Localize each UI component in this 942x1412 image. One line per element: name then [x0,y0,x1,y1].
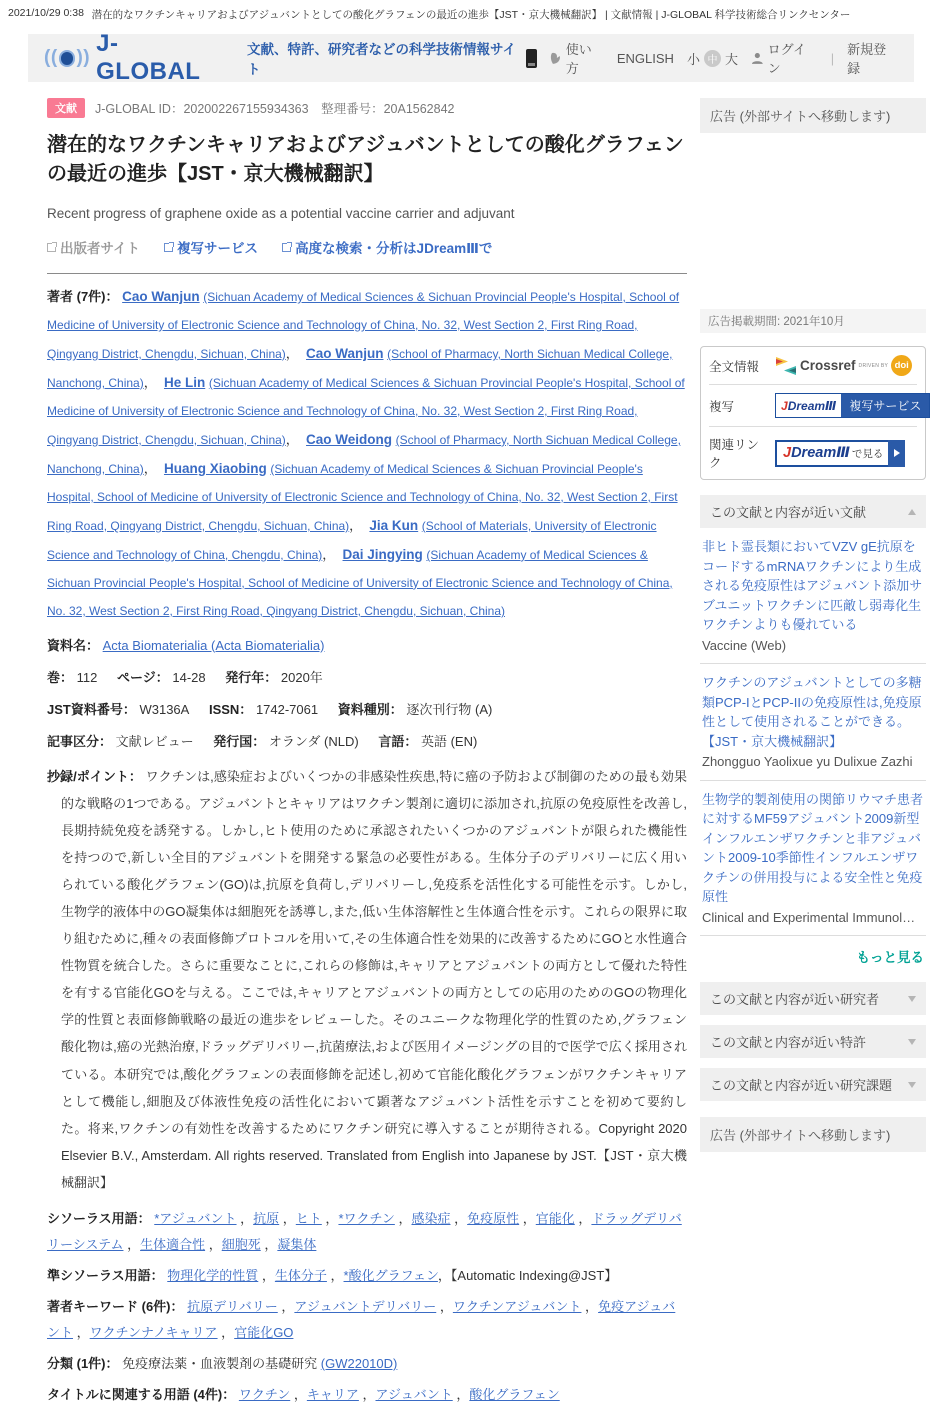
print-timestamp: 2021/10/29 0:38 [8,7,84,19]
ad-slot[interactable] [700,133,926,309]
related-document-item [700,664,926,781]
mobile-phone-icon[interactable] [526,49,537,68]
thesaurus-term-link[interactable]: 免疫原性 [467,1210,520,1226]
jdream-copy-label: 複写サービス [841,394,929,417]
register-link[interactable] [847,39,898,77]
chevron-down-icon [908,1039,916,1045]
document-type-badge: 文献 [47,98,85,118]
sidebar [700,98,926,1412]
header-nav [526,39,898,77]
related-documents-title: この文献と内容が近い文献 [710,505,867,520]
author-affiliation-link[interactable]: (School of Pharmacy, North Sichuan Medical College, Nanchong, China) [47,432,681,476]
author-affiliation-link[interactable]: (Sichuan Academy of Medical Sciences & Sichuan Provincial People's Hospital, School of Medicine of University of Electronic Science and Technology of China, No. 32, West Section 2, First Ring Road, Qingyang District, Chengdu, Sichuan, China) [47,375,685,447]
font-large-button[interactable]: 大 [724,51,738,67]
related-document-source: Clinical and Experimental Immunol… [702,909,916,925]
issn-value: 1742-7061 [255,701,319,717]
title-term [359,1387,453,1402]
ad-notice-top: 広告 (外部サイトへ移動します) [700,98,926,133]
user-icon [751,52,764,65]
abstract-section [47,763,687,1196]
author-keyword-link[interactable]: 免疫アジュバント [47,1298,676,1341]
related-document-source: Vaccine (Web) [702,637,787,653]
year-value: 2020年 [280,669,323,685]
related-patents-panel-header[interactable] [700,1025,926,1058]
thesaurus-term-link[interactable]: 抗原 [253,1210,280,1226]
copy-service-label: 複写サービス [177,241,259,256]
jdream-copy-service-button[interactable] [775,393,930,418]
jdream-search-label: 高度な検索・分析はJDreamⅢで [295,241,493,256]
jst-number-label: JST資料番号： [47,701,136,717]
author-keyword [436,1299,581,1314]
author-affiliation-link[interactable]: (School of Materials, University of Electronic Science and Technology of China, Chengdu, China) [47,518,657,562]
author-keyword-link[interactable]: アジュバントデリバリー [294,1298,437,1314]
thesaurus-term-link[interactable]: ドラッグデリバリーシステム [47,1210,682,1253]
author-keyword-link[interactable]: 官能化GO [234,1325,294,1341]
thesaurus-term [154,1211,236,1226]
arrow-right-icon [888,440,905,467]
language-label: 言語： [378,734,418,750]
crossref-wordmark: Crossref [800,358,856,373]
author-keywords-section [47,1294,687,1347]
related-document-item [700,528,926,664]
usage-guide-link[interactable] [550,39,604,77]
title-term [453,1387,560,1402]
jst-number-row [47,699,687,721]
quasi-thesaurus-label: 準シソーラス用語： [47,1267,164,1283]
abstract-text: ワクチンは,感染症およびいくつかの非感染性疾患,特に癌の予防および制御のための最も効果的な戦略の1つである。アジュバントとキャリアはワクチン製剤に適切に添加され,抗原の免疫原性を改善し,長期持続免疫を誘発する。しかし,ヒト使用のために承認されたいくつかのアジュバントが限られた機能性を持つので,新しい全目的アジュバントを開発する緊急の必要性がある。生体分子のデリバリーに広く用いられている酸化グラフェン(GO)は,抗原を負荷し,デリバリーし,免疫系を活性化する可能性を示す。しかし,生物学的液体中のGO凝集体は細胞死を誘導し,また,低い生体溶解性と生体適合性を示す。これらの限界に取り組むために,種々の表面修飾プロトコルを用いて,その生体適合性を効果的に改善するためにGOと水性適合性物質を統合した。さらに重要なことに,これらの修飾は,キャリアとアジュバントの両方として優れた特性を有する官能化GOを与える。ここでは,キャリアとアジュバントの両方としての応用のためのGOの物理化学的性質と表面修飾戦略の最近の進歩をレビューした。そのユニークな物理化学的性質のため,グラフェン酸化物は,癌の光熱治療,ドラッグデリバリー,抗菌療法,および医用イメージングの目的で医学で広く採用されている。本研究では,酸化グラフェンの表面修飾を記述し,初めて官能化酸化グラフェンがワクチンキャリアとして機能し,細胞及び体液性免疫の活性化において顕著なアジュバント活性を示すことを初めて要約した。将来,ワクチンの有効性を改善するためにワクチン研究に導入することが期待される。Copyright 2020 Elsevier B.V., Amsterdam. All rights reserved. Translated from English into Japanese by JST.【JST・京大機械翻訳】 [61,769,687,1190]
title-terms-section [47,1382,687,1409]
thesaurus-term [519,1211,575,1226]
jdream-logo-j: J [783,445,792,461]
thesaurus-term [279,1211,322,1226]
related-document-item [700,781,926,937]
usage-guide-label: 使い方 [565,42,592,76]
article-category-row [47,731,687,753]
article-category-value: 文献レビュー [115,734,194,750]
crossref-mark-icon [775,356,797,376]
journal-row [47,635,687,657]
related-patents-title: この文献と内容が近い特許 [710,1035,867,1050]
author-keyword-link[interactable]: 抗原デリバリー [187,1298,278,1314]
pages-label: ページ： [117,669,169,685]
article-category-label: 記事区分： [47,734,113,750]
section-divider [47,273,687,274]
author-name-link[interactable]: Jia Kun [369,517,419,533]
logo-left-paren-icon: (( [44,47,58,68]
content [0,82,942,1412]
related-document-link[interactable]: ワクチンのアジュバントとしての多糖類PCP-IとPCP-IIの免疫原性は,免疫原性として使用されることができる。【JST・京大機械翻訳】 [702,675,922,749]
jst-number-value: W3136A [139,701,190,717]
thesaurus-term [123,1237,205,1252]
copy-label: 複写 [709,399,735,414]
crossref-driven-by: DRIVEN BY [858,362,889,369]
nav-divider: | [830,50,835,66]
english-label: ENGLISH [616,50,674,66]
action-link-row [47,237,687,257]
register-label: 新規登録 [847,42,887,76]
related-documents-list [700,528,926,972]
print-page-title: 潜在的なワクチンキャリアおよびアジュバントとしての酸化グラフェンの最近の進歩【JST・京大機械翻訳】 | 文献情報 | J-GLOBAL 科学技術総合リンクセンター [91,9,851,21]
english-link[interactable] [617,51,674,66]
author-name-link[interactable]: Cao Weidong [306,431,393,447]
document-title: 潜在的なワクチンキャリアおよびアジュバントとしての酸化グラフェンの最近の進歩【JST・京大機械翻訳】 [47,134,684,185]
thesaurus-term [261,1237,317,1252]
automatic-indexing-note: ，【Automatic Indexing@JST】 [437,1267,618,1283]
print-header [0,0,942,26]
title-term-link[interactable]: 酸化グラフェン [469,1386,560,1402]
thesaurus-term [205,1237,261,1252]
volume-row [47,667,687,689]
abstract-label: 抄録/ポイント： [47,769,142,785]
journal-label: 資料名： [47,637,100,653]
related-projects-title: この文献と内容が近い研究課題 [710,1078,893,1093]
jdream-logo-rest: DreamⅢ [787,398,837,413]
thesaurus-term-link[interactable]: *アジュバント [154,1210,237,1226]
jdream-logo-rest: DreamⅢ [791,445,850,461]
country-label: 発行国： [213,734,266,750]
author-affiliation-link[interactable]: (Sichuan Academy of Medical Sciences & Sichuan Provincial People's Hospital, School of Medicine of University of Electronic Science and Technology of China, No. 32, West Section 2, First Ring Road, Qingyang District, Chengdu, Sichuan, China) [47,547,673,618]
font-small-button[interactable]: 小 [686,51,700,67]
quasi-thesaurus-term-link[interactable]: *酸化グラフェン [343,1267,438,1283]
logo-right-paren-icon: )) [76,47,91,68]
title-term [239,1387,290,1402]
volume-value: 112 [76,669,98,685]
authors-label: 著者 (7件)： [47,289,119,304]
copy-service-link[interactable] [164,237,258,257]
material-type-label: 資料種別： [337,701,403,717]
fulltext-row [709,385,922,427]
author-keyword [278,1299,436,1314]
country-value: オランダ (NLD) [268,734,359,750]
authors-section [47,282,687,625]
related-documents-panel-header[interactable] [700,495,926,528]
related-researchers-panel-header[interactable] [700,982,926,1015]
related-document-link[interactable]: 非ヒト霊長類においてVZV gE抗原をコードするmRNAワクチンにより生成される免疫原性はアジュバント添加サブユニットワクチンに匹敵し弱毒化生ワクチンよりも優れている [702,539,923,632]
jdream-logo [783,445,850,461]
thesaurus-term-link[interactable]: 生体適合性 [140,1237,206,1253]
site-tagline: 文献、特許、研究者などの科学技術情報サイト [246,42,517,77]
author-affiliation-link[interactable]: (Sichuan Academy of Medical Sciences & Sichuan Provincial People's Hospital, School of Medicine of University of Electronic Science and Technology of China, No. 32, West Section 2, First Ring Road, Qingyang District, Chengdu, Sichuan, China) [47,461,678,533]
title-term-link[interactable]: アジュバント [375,1386,453,1402]
document-title-english: Recent progress of graphene oxide as a potential vaccine carrier and adjuvant [47,206,515,221]
related-document-link[interactable]: 生物学的製剤使用の関節リウマチ患者に対するMF59アジュバント2009新型インフルエンザワクチンと非アジュバント2009-10季節性インフルエンザワクチンの併用投与による安全性と免疫原性 [702,791,924,904]
external-link-icon [164,243,173,252]
fulltext-label: 全文情報 [709,359,760,374]
jdream-logo-j: J [781,398,788,413]
author-affiliation-link[interactable]: (Sichuan Academy of Medical Sciences & Sichuan Provincial People's Hospital, School of Medicine of University of Electronic Science and Technology of China, No. 32, West Section 2, First Ring Road, Qingyang District, Chengdu, Sichuan, China) [47,290,680,361]
external-link-icon [282,243,291,252]
document-id-line: J-GLOBAL ID：202002267155934363 整理番号：20A1562842 [95,102,455,116]
fulltext-links-box [700,346,926,480]
title-term-link[interactable]: ワクチン [238,1386,291,1402]
chevron-up-icon [908,509,916,515]
author-name-link[interactable]: He Lin [163,374,206,390]
thesaurus-section [47,1206,687,1259]
fulltext-row [709,427,917,479]
site-header [28,30,914,85]
thesaurus-label: シソーラス用語： [47,1210,151,1226]
quasi-thesaurus-term [167,1268,258,1283]
related-document-source: Zhongguo Yaolixue yu Dulixue Zazhi [702,754,913,769]
thesaurus-term [322,1211,395,1226]
author-keyword [73,1325,218,1340]
journal-link[interactable]: Acta Biomaterialia (Acta Biomaterialia) [102,637,325,653]
thesaurus-term-link[interactable]: *ワクチン [338,1210,395,1226]
thesaurus-term-link[interactable]: 細胞死 [221,1237,261,1253]
publisher-site-link[interactable] [47,237,140,257]
logo-text: J-GLOBAL [96,30,201,85]
doi-icon: doi [891,355,912,376]
font-medium-button[interactable]: 中 [704,50,721,67]
quasi-thesaurus-term [327,1268,438,1283]
jdream-view-label: で見る [851,447,884,460]
author-name-link[interactable]: Dai Jingying [342,546,423,562]
see-more-link[interactable]: もっと見る [856,950,924,965]
related-researchers-title: この文献と内容が近い研究者 [710,992,880,1007]
chevron-down-icon [908,1082,916,1088]
guide-icon [550,52,562,65]
year-label: 発行年： [225,669,278,685]
thesaurus-term-link[interactable]: 感染症 [411,1210,451,1226]
author-name-link[interactable]: Cao Wanjun [122,289,200,304]
author-keyword [218,1325,294,1340]
thesaurus-term [451,1211,520,1226]
ad-period-label: 広告掲載期間: 2021年10月 [700,309,926,333]
fulltext-row [709,347,917,385]
classification-text: 免疫療法薬・血液製剤の基礎研究 [122,1355,318,1371]
classification-label: 分類 (1件)： [47,1355,119,1371]
chevron-down-icon [908,996,916,1002]
publisher-site-label: 出版者サイト [60,241,141,256]
quasi-thesaurus-term-link[interactable]: 物理化学的性質 [167,1267,259,1283]
author-keyword-link[interactable]: ワクチンアジュバント [452,1298,582,1314]
author-keywords-label: 著者キーワード (6件)： [47,1298,184,1314]
thesaurus-term [395,1211,451,1226]
jdream-view-button[interactable] [775,440,905,467]
title-terms-label: タイトルに関連する用語 (4件)： [47,1386,236,1402]
thesaurus-term-link[interactable]: ヒト [295,1210,322,1226]
author-keyword [187,1299,278,1314]
thesaurus-term-link[interactable]: 官能化 [535,1210,575,1226]
language-value: 英語 (EN) [420,734,478,750]
author-name-link[interactable]: Huang Xiaobing [163,460,267,476]
author-affiliation-link[interactable]: (School of Pharmacy, North Sichuan Medical College, Nanchong, China) [47,346,673,390]
classification-section [47,1351,687,1378]
quasi-thesaurus-term [258,1268,327,1283]
related-projects-panel-header[interactable] [700,1068,926,1101]
jglobal-logo[interactable] [44,30,221,86]
related-link-label: 関連リンク [709,438,760,470]
main-column [47,98,687,1412]
title-term [290,1387,359,1402]
volume-label: 巻： [47,669,74,685]
quasi-thesaurus-term-link[interactable]: 生体分子 [274,1267,327,1283]
login-link[interactable] [751,39,818,77]
jdream-search-link[interactable] [282,237,492,257]
issn-label: ISSN： [208,701,253,717]
material-type-value: 逐次刊行物 (A) [406,701,493,717]
thesaurus-term-link[interactable]: 凝集体 [277,1237,317,1253]
jdream-logo [776,394,841,417]
author-name-link[interactable]: Cao Wanjun [306,345,384,361]
classification-code-link[interactable]: (GW22010D) [320,1355,398,1371]
font-size-control [687,49,738,68]
logo-globe-icon [59,50,76,67]
document-id-row [47,98,687,118]
quasi-thesaurus-section [47,1263,687,1290]
login-label: ログイン [767,42,807,76]
author-keyword-link[interactable]: ワクチンナノキャリア [89,1325,218,1341]
external-link-icon [47,243,56,252]
title-term-link[interactable]: キャリア [306,1386,359,1402]
thesaurus-term [237,1211,280,1226]
ad-notice-bottom: 広告 (外部サイトへ移動します) [700,1117,926,1152]
crossref-button[interactable] [775,355,912,376]
pages-value: 14-28 [172,669,206,685]
